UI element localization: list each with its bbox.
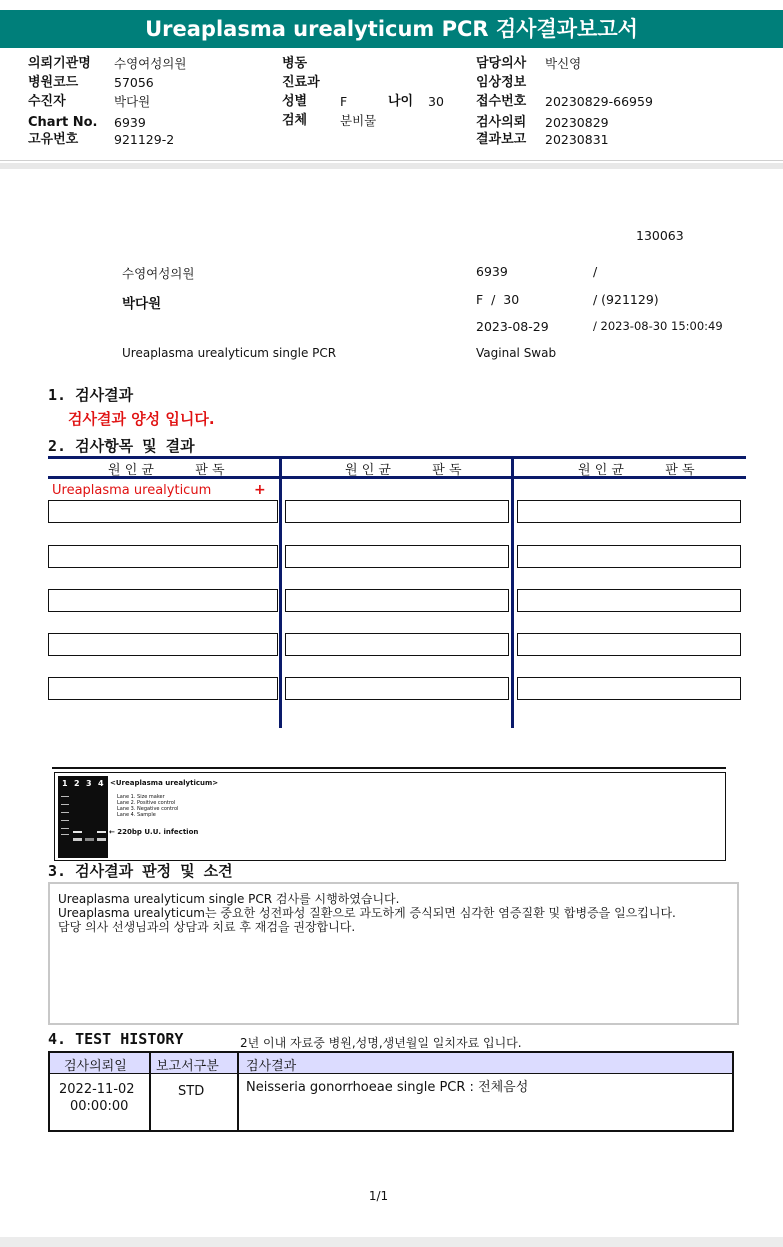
result-cell — [48, 500, 278, 523]
history-date-line1: 2022-11-02 — [59, 1082, 135, 1097]
clinical-info-label: 임상정보 — [476, 75, 527, 90]
doctor-label: 담당의사 — [476, 56, 527, 71]
report-title: Ureaplasma urealyticum PCR 검사결과보고서 — [0, 10, 783, 48]
gel-lane-label: Lane 3. Negative control — [117, 806, 179, 812]
section2-title: 2. 검사항목 및 결과 — [48, 437, 195, 455]
hospital-code-label: 병원코드 — [28, 75, 79, 90]
receipt-no-value: 20230829-66959 — [545, 94, 653, 109]
preprint-code: 130063 — [636, 228, 684, 243]
gel-band — [85, 838, 94, 841]
request-date-value: 20230829 — [545, 115, 609, 130]
unique-no-value: 921129-2 — [114, 132, 175, 147]
result-cell — [517, 633, 741, 656]
institution-label: 의뢰기관명 — [28, 56, 91, 71]
history-date-line2: 00:00:00 — [70, 1099, 129, 1114]
preprint-date-request: 2023-08-29 — [476, 319, 549, 334]
positive-result-text: 검사결과 양성 입니다. — [68, 410, 215, 428]
result-cell — [48, 677, 278, 700]
history-result: Neisseria gonorrhoeae single PCR : 전체음성 — [246, 1080, 529, 1095]
history-col-divider — [149, 1053, 151, 1130]
section1-title: 1. 검사결과 — [48, 386, 134, 404]
history-note: 2년 이내 자료중 병원,성명,생년월일 일치자료 입니다. — [240, 1036, 522, 1050]
gel-lane-label: Lane 4. Sample — [117, 812, 156, 818]
preprint-date-report: / 2023-08-30 15:00:49 — [593, 319, 723, 333]
gel-lane-number: 1 — [62, 779, 68, 788]
age-label: 나이 — [388, 94, 414, 109]
gel-lane-number: 3 — [86, 779, 92, 788]
section4-title: 4. TEST HISTORY — [48, 1030, 184, 1048]
result-cell — [517, 677, 741, 700]
gel-marker-label: ← 220bp U.U. infection — [109, 828, 199, 836]
header-divider-line — [0, 160, 783, 161]
result-cell — [285, 677, 509, 700]
patient-label: 수진자 — [28, 94, 66, 109]
preprint-chart: 6939 — [476, 264, 508, 279]
result-cell — [285, 500, 509, 523]
preprint-sex-age: F / 30 — [476, 292, 520, 307]
preprint-institution: 수영여성의원 — [122, 266, 195, 281]
gel-band — [61, 812, 69, 813]
gel-lane-label: Lane 2. Positive control — [117, 800, 176, 806]
doctor-value: 박신영 — [545, 56, 582, 71]
page-number: 1/1 — [368, 1189, 389, 1203]
gel-lane-number: 4 — [98, 779, 104, 788]
preprint-slash: / — [593, 264, 598, 279]
institution-value: 수영여성의원 — [114, 56, 187, 71]
sex-label: 성별 — [282, 94, 308, 109]
footer-bar — [0, 1237, 783, 1247]
hospital-code-value: 57056 — [114, 75, 154, 90]
chart-no-label: Chart No. — [28, 115, 98, 130]
gel-band — [97, 831, 106, 833]
age-value: 30 — [428, 94, 444, 109]
request-date-label: 검사의뢰 — [476, 115, 527, 130]
result-cell — [285, 633, 509, 656]
history-col-divider — [237, 1053, 239, 1130]
ward-label: 병동 — [282, 56, 308, 71]
gel-band — [61, 804, 69, 805]
receipt-no-label: 접수번호 — [476, 94, 527, 109]
column-header-3: 원 인 균 판 독 — [578, 463, 695, 478]
header-divider — [0, 163, 783, 169]
gel-band — [73, 831, 82, 833]
chart-no-value: 6939 — [114, 115, 146, 130]
gel-band — [61, 796, 69, 797]
history-type: STD — [178, 1084, 205, 1099]
gel-band — [61, 828, 69, 829]
gel-band — [61, 820, 69, 821]
specimen-label: 검체 — [282, 113, 308, 128]
gel-band — [97, 838, 106, 841]
result-cell — [517, 500, 741, 523]
table-divider-2 — [511, 456, 514, 728]
history-table-header — [50, 1053, 732, 1074]
gel-top-rule — [52, 767, 726, 769]
history-header-date: 검사의뢰일 — [64, 1059, 127, 1074]
column-header-1: 원 인 균 판 독 — [108, 463, 225, 478]
result-cell — [517, 589, 741, 612]
patient-value: 박다원 — [114, 94, 151, 109]
table-divider-1 — [279, 456, 282, 728]
organism-verdict: + — [254, 482, 266, 498]
gel-band — [61, 834, 69, 835]
preprint-birth: / (921129) — [593, 292, 659, 307]
report-date-label: 결과보고 — [476, 132, 527, 147]
gel-legend-title: <Ureaplasma urealyticum> — [110, 779, 219, 787]
report-date-value: 20230831 — [545, 132, 609, 147]
section3-title: 3. 검사결과 판정 및 소견 — [48, 862, 233, 880]
preprint-specimen: Vaginal Swab — [476, 346, 557, 360]
column-header-2: 원 인 균 판 독 — [345, 463, 462, 478]
history-table — [48, 1051, 734, 1132]
preprint-test-name: Ureaplasma urealyticum single PCR — [122, 346, 337, 360]
gel-electrophoresis-image — [58, 776, 108, 858]
result-cell — [48, 589, 278, 612]
specimen-value: 분비물 — [340, 113, 377, 128]
result-cell — [285, 589, 509, 612]
unique-no-label: 고유번호 — [28, 132, 79, 147]
history-header-type: 보고서구분 — [156, 1059, 219, 1074]
preprint-patient: 박다원 — [122, 296, 162, 312]
result-cell — [285, 545, 509, 568]
opinion-line: Ureaplasma urealyticum는 중요한 성전파성 질환으로 과도하게 증식되면 심각한 염증질환 및 합병증을 일으킵니다. — [58, 906, 676, 920]
gel-band — [73, 838, 82, 841]
sex-value: F — [340, 94, 348, 109]
department-label: 진료과 — [282, 75, 320, 90]
history-header-result: 검사결과 — [246, 1059, 297, 1074]
gel-lane-number: 2 — [74, 779, 80, 788]
opinion-line: Ureaplasma urealyticum single PCR 검사를 시행하였습니다. — [58, 892, 400, 906]
result-cell — [48, 633, 278, 656]
result-cell — [517, 545, 741, 568]
gel-lane-label: Lane 1. Size maker — [117, 794, 165, 800]
result-cell — [48, 545, 278, 568]
opinion-line: 담당 의사 선생님과의 상담과 치료 후 재검을 권장합니다. — [58, 920, 356, 934]
organism-name: Ureaplasma urealyticum — [52, 483, 212, 498]
